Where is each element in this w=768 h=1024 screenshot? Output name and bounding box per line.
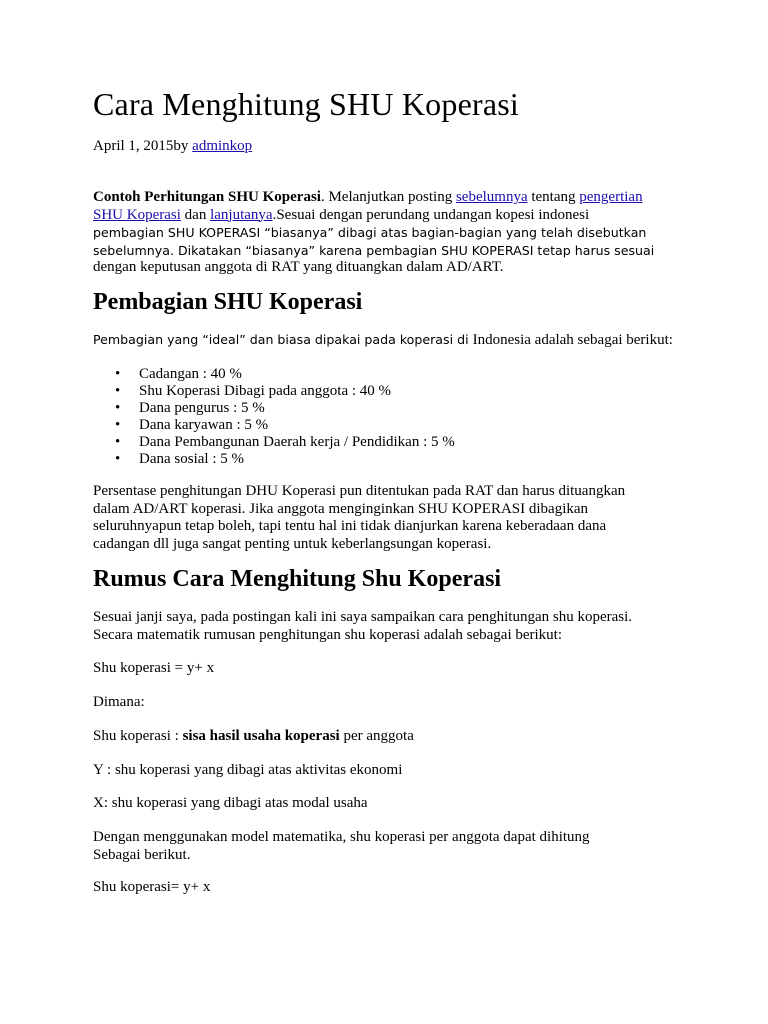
intro-line-5: dengan keputusan anggota di RAT yang dituangkan dalam AD/ART. <box>93 259 504 275</box>
section-heading-pembagian: Pembagian SHU Koperasi <box>93 289 363 315</box>
list-item: • Cadangan : 40 % <box>115 366 242 382</box>
bullet-icon: • <box>115 366 121 382</box>
intro-line-4: sebelumnya. Dikatakan “biasanya” karena pembagian SHU KOPERASI tetap harus sesuai <box>93 242 655 258</box>
x-definition: X: shu koperasi yang dibagi atas modal usaha <box>93 795 368 811</box>
bullet-icon: • <box>115 400 121 416</box>
y-definition: Y : shu koperasi yang dibagi atas aktivitas ekonomi <box>93 762 403 778</box>
post-date: April 1, 2015 <box>93 138 174 154</box>
list-item: • Dana pengurus : 5 % <box>115 400 265 416</box>
link-sebelumnya[interactable]: sebelumnya <box>455 189 528 205</box>
bullet-icon: • <box>115 383 121 399</box>
dimana-label: Dimana: <box>93 694 145 710</box>
list-item: • Dana sosial : 5 % <box>115 451 244 467</box>
intro-line-3: pembagian SHU KOPERASI “biasanya” dibagi atas bagian-bagian yang telah disebutkan <box>93 225 647 240</box>
list-item: • Shu Koperasi Dibagi pada anggota : 40 % <box>115 383 392 399</box>
list-item: • Dana karyawan : 5 % <box>115 417 269 433</box>
bullet-icon: • <box>115 434 121 450</box>
shu-definition: Shu koperasi : sisa hasil usaha koperasi per anggota <box>93 728 414 744</box>
pembagian-lead: Pembagian yang “ideal” dan biasa dipakai pada koperasi di Indonesia adalah sebagai berikut: <box>93 332 673 348</box>
post-meta <box>93 138 252 155</box>
model-paragraph: Dengan menggunakan model matematika, shu koperasi per anggota dapat dihitung Sebagai berikut. <box>93 829 590 863</box>
section-heading-rumus: Rumus Cara Menghitung Shu Koperasi <box>93 566 502 592</box>
link-lanjutanya[interactable]: lanjutanya <box>210 206 273 223</box>
rumus-intro-paragraph: Sesuai janji saya, pada postingan kali ini saya sampaikan cara penghitungan shu koperasi. Secara matematik rumusan penghitungan shu koperasi adalah sebagai berikut: <box>93 609 633 643</box>
link-shu-koperasi[interactable]: SHU Koperasi <box>93 206 181 223</box>
formula-2: Shu koperasi= y+ x <box>93 879 211 895</box>
bullet-icon: • <box>115 451 121 467</box>
post-by: by <box>173 138 193 154</box>
pembagian-list <box>93 366 455 468</box>
persentase-paragraph: Persentase penghitungan DHU Koperasi pun ditentukan pada RAT dan harus dituangkan dalam AD/ART koperasi. Jika anggota menginginkan SHU KOPERASI dibagikan seluruhnyapun tetap boleh, tapi tentu hal ini tidak dianjurkan karena keberadaan dana cadangan dll juga sangat penting untuk keberlangsungan koperasi. <box>93 483 626 552</box>
formula-1: Shu koperasi = y+ x <box>93 660 215 676</box>
bullet-icon: • <box>115 417 121 433</box>
link-pengertian[interactable]: pengertian <box>579 189 643 205</box>
page-title: Cara Menghitung SHU Koperasi <box>93 86 519 122</box>
intro-bold: Contoh Perhitungan SHU Koperasi <box>93 189 321 205</box>
list-item: • Dana Pembangunan Daerah kerja / Pendidikan : 5 % <box>115 434 455 450</box>
intro-paragraph: Contoh Perhitungan SHU Koperasi. Melanjutkan posting sebelumnya tentang pengertian SHU Koperasi dan lanjutanya.Sesuai dengan perundang undangan kopesi indonesi pembagian SHU KOPERASI “biasanya” dibagi atas bagian-bagian yang telah disebutkan sebelumnya. Dikatakan “biasanya” karena pembagian SHU KOPERASI tetap harus sesuai dengan keputusan anggota di RAT yang dituangkan dalam AD/ART. <box>93 189 655 275</box>
author-link[interactable]: adminkop <box>192 138 253 154</box>
